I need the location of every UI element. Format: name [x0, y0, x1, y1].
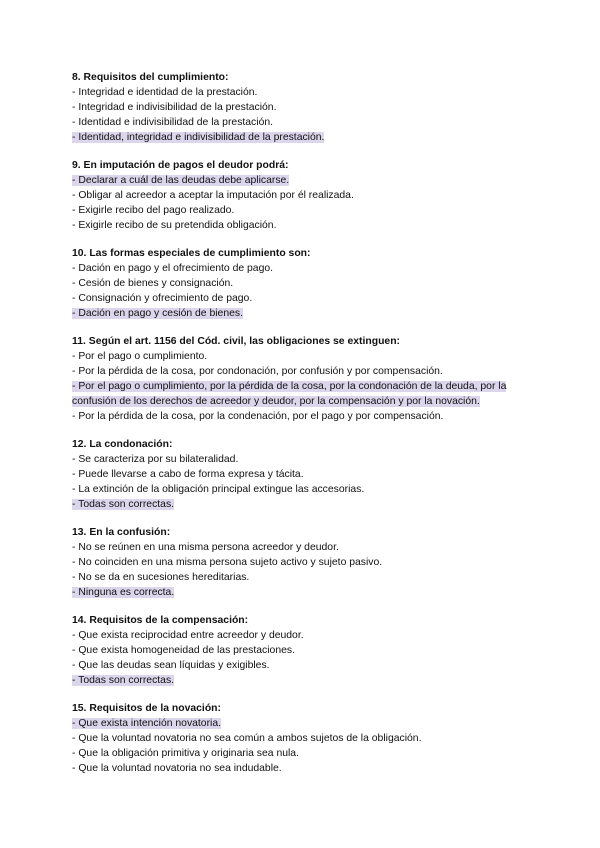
answer-option-text: - Por el pago o cumplimiento. — [72, 351, 208, 362]
answer-option-text: - Identidad, integridad e indivisibilidad de la prestación. — [72, 132, 325, 143]
answer-option — [72, 746, 542, 761]
answer-option — [72, 761, 542, 776]
answer-option-text: - Declarar a cuál de las deudas debe aplicarse. — [72, 175, 290, 186]
answer-option-text: - Consignación y ofrecimiento de pago. — [72, 293, 253, 304]
answer-option-correct — [72, 497, 542, 512]
answer-option — [72, 188, 542, 203]
answer-option-correct — [72, 716, 542, 731]
answer-option — [72, 364, 542, 379]
answer-option-text: - Todas son correctas. — [72, 499, 175, 510]
answer-option — [72, 658, 542, 673]
answer-option-correct — [72, 306, 542, 321]
question-block — [72, 158, 542, 233]
answer-option-text: - Ninguna es correcta. — [72, 587, 175, 598]
answer-option-correct — [72, 585, 542, 600]
answer-option-correct — [72, 173, 542, 188]
question-title: 9. En imputación de pagos el deudor podrá: — [72, 160, 289, 171]
question-title: 15. Requisitos de la novación: — [72, 703, 221, 714]
question-title: 12. La condonación: — [72, 439, 173, 450]
answer-option-text: - Se caracteriza por su bilateralidad. — [72, 454, 239, 465]
answer-option-correct — [72, 130, 542, 145]
answer-option-text: - Que exista homogeneidad de las prestaciones. — [72, 645, 295, 656]
question-block — [72, 437, 542, 512]
question-block — [72, 701, 542, 776]
question-title: 10. Las formas especiales de cumplimiento son: — [72, 248, 311, 259]
answer-option — [72, 467, 542, 482]
answer-option — [72, 115, 542, 130]
answer-option-correct — [72, 673, 542, 688]
answer-option-text: - Por la pérdida de la cosa, por la condenación, por el pago y por compensación. — [72, 411, 444, 422]
answer-option-text: - Exigirle recibo de su pretendida obligación. — [72, 220, 277, 231]
answer-option — [72, 540, 542, 555]
answer-option — [72, 731, 542, 746]
question-block — [72, 613, 542, 688]
answer-option — [72, 570, 542, 585]
question-block — [72, 334, 542, 424]
answer-option — [72, 85, 542, 100]
answer-option-text: - Integridad e indivisibilidad de la prestación. — [72, 102, 277, 113]
answer-option-text: - Que la voluntad novatoria no sea indudable. — [72, 763, 282, 774]
answer-option — [72, 643, 542, 658]
document-page — [72, 70, 542, 789]
answer-option-text: - Que la voluntad novatoria no sea común a ambos sujetos de la obligación. — [72, 733, 422, 744]
answer-option-text: - Que exista reciprocidad entre acreedor y deudor. — [72, 630, 304, 641]
answer-option-text: - Dación en pago y cesión de bienes. — [72, 308, 243, 319]
answer-option — [72, 261, 542, 276]
question-block — [72, 525, 542, 600]
answer-option-text: - Exigirle recibo del pago realizado. — [72, 205, 235, 216]
answer-option — [72, 452, 542, 467]
answer-option-text: - Dación en pago y el ofrecimiento de pago. — [72, 263, 274, 274]
question-title: 14. Requisitos de la compensación: — [72, 615, 249, 626]
answer-option-text: - La extinción de la obligación principal extingue las accesorias. — [72, 484, 365, 495]
answer-option-text: - Que exista intención novatoria. — [72, 718, 222, 729]
answer-option-text: - Obligar al acreedor a aceptar la imputación por él realizada. — [72, 190, 354, 201]
answer-option-text: - Por el pago o cumplimiento, por la pérdida de la cosa, por la condonación de la deuda, por la confusión de los derechos de acreedor y deudor, por la compensación y por la novación. — [72, 381, 507, 407]
answer-option-text: - Cesión de bienes y consignación. — [72, 278, 234, 289]
answer-option-text: - No coinciden en una misma persona sujeto activo y sujeto pasivo. — [72, 557, 383, 568]
answer-option-text: - Que las deudas sean líquidas y exigibles. — [72, 660, 270, 671]
answer-option — [72, 291, 542, 306]
question-title: 8. Requisitos del cumplimiento: — [72, 72, 229, 83]
question-block — [72, 246, 542, 321]
answer-option-correct — [72, 379, 542, 409]
answer-option — [72, 409, 542, 424]
answer-option — [72, 349, 542, 364]
answer-option — [72, 628, 542, 643]
answer-option-text: - Por la pérdida de la cosa, por condonación, por confusión y por compensación. — [72, 366, 443, 377]
question-title: 13. En la confusión: — [72, 527, 171, 538]
answer-option — [72, 203, 542, 218]
answer-option-text: - No se reúnen en una misma persona acreedor y deudor. — [72, 542, 339, 553]
answer-option — [72, 482, 542, 497]
answer-option-text: - Todas son correctas. — [72, 675, 175, 686]
question-block — [72, 70, 542, 145]
question-title: 11. Según el art. 1156 del Cód. civil, las obligaciones se extinguen: — [72, 336, 400, 347]
answer-option-text: - Identidad e indivisibilidad de la prestación. — [72, 117, 274, 128]
answer-option — [72, 555, 542, 570]
answer-option-text: - No se da en sucesiones hereditarias. — [72, 572, 250, 583]
answer-option-text: - Que la obligación primitiva y originaria sea nula. — [72, 748, 299, 759]
answer-option-text: - Integridad e identidad de la prestación. — [72, 87, 258, 98]
answer-option — [72, 218, 542, 233]
answer-option — [72, 276, 542, 291]
answer-option — [72, 100, 542, 115]
answer-option-text: - Puede llevarse a cabo de forma expresa y tácita. — [72, 469, 304, 480]
